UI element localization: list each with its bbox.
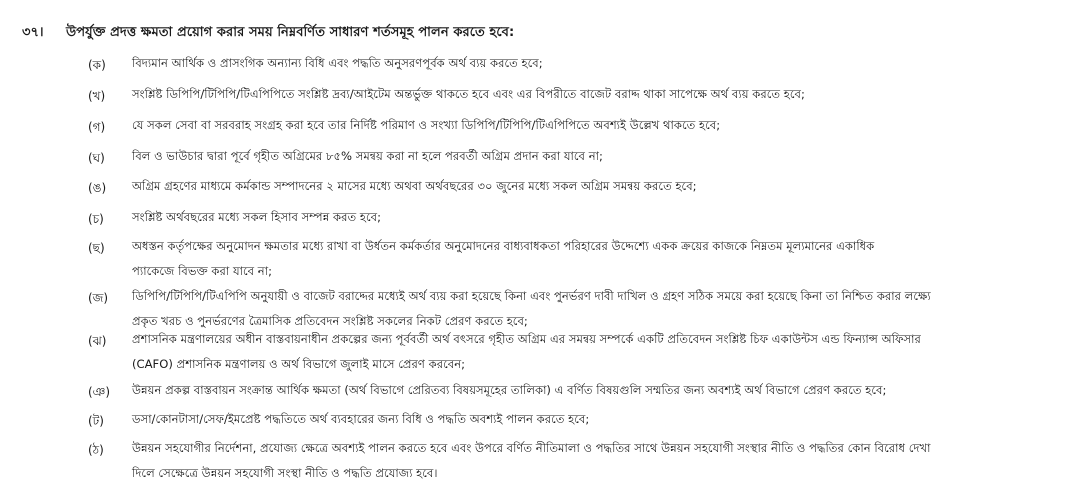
clause-line: অধস্তন কর্তৃপক্ষের অনুমোদন ক্ষমতার মধ্যে রাখা বা উর্ধতন কর্মকর্তার অনুমোদনের বাধ্যবাধকতা পরিহারের উদ্দেশ্যে একক ক্রয়ের কাজকে নিম্নতম মূল্যমানের একাধিক	[132, 239, 875, 253]
clause-line: দিলে সেক্ষেত্রে উন্নয়ন সহযোগী সংস্থা নীতি ও পদ্ধতি প্রযোজ্য হবে।	[132, 466, 438, 480]
clause-line: অগ্রিম গ্রহণের মাধ্যমে কর্মকান্ড সম্পাদনের ২ মাসের মধ্যে অথবা অর্থবছরের ৩০ জুনের মধ্যে সকল অগ্রিম সমন্বয় করতে হবে;	[132, 179, 697, 193]
clause-text	[132, 327, 1067, 377]
clause-marker: (চ)	[88, 212, 104, 226]
clause-marker: (খ)	[88, 89, 106, 103]
clause-line: যে সকল সেবা বা সরবরাহ সংগ্রহ করা হবে তার নির্দিষ্ট পরিমাণ ও সংখ্যা ডিপিপি/টিপিপি/টিএপিপিতে অবশ্যই উল্লেখ থাকতে হবে;	[132, 118, 721, 132]
clause-text	[132, 407, 1067, 432]
clause-line: প্রকৃত খরচ ও পুনর্ভরণের ত্রৈমাসিক প্রতিবেদন সংশ্লিষ্ট সকলের নিকট প্রেরণ করতে হবে;	[132, 314, 528, 328]
clause-marker: (ক)	[88, 58, 106, 72]
clause-line: বিল ও ভাউচার দ্বারা পূর্বে গৃহীত অগ্রিমের ৮৫% সমন্বয় করা না হলে পরবর্তী অগ্রিম প্রদান করা যাবে না;	[132, 149, 603, 163]
clause-text	[132, 378, 1067, 403]
clause-text	[132, 436, 1067, 486]
clause-line: ডিপিপি/টিপিপি/টিএপিপি অনুযায়ী ও বাজেট বরাদ্দের মধ্যেই অর্থ ব্যয় করা হয়েছে কিনা এবং পুনর্ভরণ দাবী দাখিল ও গ্রহণ সঠিক সময়ে করা হয়েছে কিনা তা নিশ্চিত করার লক্ষ্যে	[132, 289, 931, 303]
clause-marker: (ঘ)	[88, 151, 105, 165]
section-heading: উপর্যুক্ত প্রদত্ত ক্ষমতা প্রয়োগ করার সময় নিম্নবর্ণিত সাধারণ শর্তসমূহ পালন করতে হবে:	[66, 25, 515, 40]
clause-line: ডসা/কোনটাসা/সেফ/ইমপ্রেষ্ট পদ্ধতিতে অর্থ ব্যবহারের জন্য বিধি ও পদ্ধতি অবশ্যই পালন করতে হবে;	[132, 412, 590, 426]
clause-text	[132, 82, 1067, 107]
clause-line: উন্নয়ন সহযোগীর নির্দেশনা, প্রযোজ্য ক্ষেত্রে অবশ্যই পালন করতে হবে এবং উপরে বর্ণিত নীতিমালা ও পদ্ধতির সাথে উন্নয়ন সহযোগী সংস্থার নীতি ও পদ্ধতির কোন বিরোধ দেখা	[132, 441, 931, 455]
clause-marker: (ঝ)	[88, 334, 107, 348]
clause-text	[132, 144, 1067, 169]
clause-text	[132, 174, 1067, 199]
clause-marker: (গ)	[88, 120, 106, 134]
clause-line: সংশ্লিষ্ট অর্থবছরের মধ্যে সকল হিসাব সম্পন্ন করত হবে;	[132, 210, 381, 224]
clause-marker: (ট)	[88, 414, 104, 428]
clause-line: বিদ্যমান আর্থিক ও প্রাসংগিক অন্যান্য বিধি এবং পদ্ধতি অনুসরণপূর্বক অর্থ ব্যয় করতে হবে;	[132, 56, 543, 70]
clause-line: প্রশাসনিক মন্ত্রণালয়ের অধীন বাস্তবায়নাধীন প্রকল্পের জন্য পূর্ববর্তী অর্থ বৎসরে গৃহীত অগ্রিম এর সমন্বয় সম্পর্কে একটি প্রতিবেদন সংশ্লিষ্ট চিফ একাউন্টস এন্ড ফিন্যান্স অফিসার	[132, 332, 921, 346]
clause-marker: (ঞ)	[88, 385, 111, 399]
clause-text	[132, 51, 1067, 76]
clause-line: উন্নয়ন প্রকল্প বাস্তবায়ন সংক্রান্ত আর্থিক ক্ষমতা (অর্থ বিভাগে প্রেরিতব্য বিষয়সমূহের তালিকা) এ বর্ণিত বিষয়গুলি সম্মতির জন্য অবশ্যই অর্থ বিভাগে প্রেরণ করতে হবে;	[132, 383, 887, 397]
clause-marker: (ছ)	[88, 241, 105, 255]
clause-line: (CAFO) প্রশাসনিক মন্ত্রণালয় ও অর্থ বিভাগে জুলাই মাসে প্রেরণ করবেন;	[132, 357, 466, 371]
clause-text	[132, 234, 1067, 284]
clause-marker: (ঠ)	[88, 443, 104, 457]
clause-marker: (ঙ)	[88, 181, 107, 195]
clause-line: সংশ্লিষ্ট ডিপিপি/টিপিপি/টিএপিপিতে সংশ্লিষ্ট দ্রব্য/আইটেম অন্তর্ভুক্ত থাকতে হবে এবং এর বিপরীতে বাজেট বরাদ্দ থাকা সাপেক্ষে অর্থ ব্যয় করতে হবে;	[132, 87, 805, 101]
section-number: ৩৭।	[22, 25, 44, 40]
clause-text	[132, 113, 1067, 138]
clause-marker: (জ)	[88, 291, 109, 305]
clause-text	[132, 205, 1067, 230]
clause-line: প্যাকেজে বিভক্ত করা যাবে না;	[132, 264, 272, 278]
